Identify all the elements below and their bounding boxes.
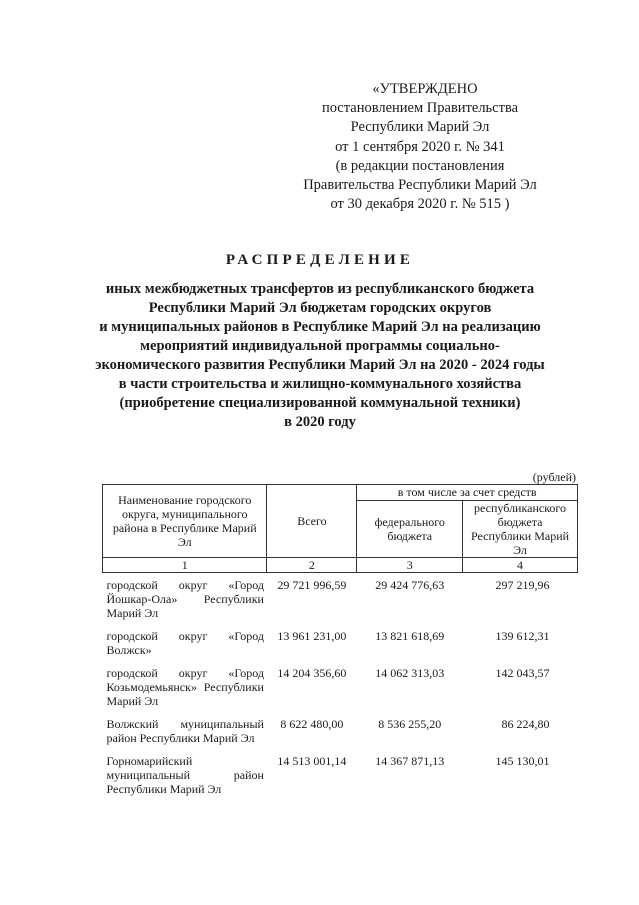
- row-name: Горномарийский муниципальный район Республики Марий Эл: [106, 754, 264, 796]
- row-name: городской округ «Город Йошкар-Ола» Республики Марий Эл: [106, 578, 264, 620]
- header-name: Наименование городского округа, муниципального района в Республике Марий Эл: [103, 485, 267, 558]
- subtitle-line: и муниципальных районов в Республике Марий Эл на реализацию: [99, 319, 541, 335]
- column-number: 4: [463, 558, 578, 573]
- approval-line: Республики Марий Эл: [350, 119, 490, 136]
- row-republic: 86 224,80: [501, 717, 550, 731]
- distribution-table: [102, 484, 578, 800]
- row-total: 13 961 231,00: [277, 629, 347, 643]
- subtitle-line: в 2020 году: [284, 414, 356, 430]
- subtitle-line: Республики Марий Эл бюджетам городских округов: [148, 300, 492, 316]
- row-total: 8 622 480,00: [280, 717, 344, 731]
- row-name: городской округ «Город Козьмодемьянск» Республики Марий Эл: [106, 666, 264, 708]
- table-row: [103, 712, 578, 749]
- table-row: [103, 661, 578, 712]
- approval-line: Правительства Республики Марий Эл: [303, 177, 537, 194]
- approval-line: от 1 сентября 2020 г. № 341: [335, 138, 505, 155]
- header-total: Всего: [267, 485, 357, 558]
- row-republic: 145 130,01: [495, 754, 550, 768]
- row-total: 14 204 356,60: [277, 666, 347, 680]
- approval-block: [300, 80, 540, 214]
- row-name: городской округ «Город Волжск»: [106, 629, 264, 657]
- subtitle-line: иных межбюджетных трансфертов из республиканского бюджета: [105, 281, 535, 297]
- row-republic: 142 043,57: [495, 666, 550, 680]
- row-federal: 13 821 618,69: [375, 629, 445, 643]
- row-republic: 297 219,96: [495, 578, 550, 592]
- approval-line: (в редакции постановления: [335, 157, 505, 174]
- table-row: [103, 624, 578, 661]
- document-subtitle: [60, 280, 580, 432]
- document-heading: РАСПРЕДЕЛЕНИЕ: [225, 252, 415, 268]
- approval-line: от 30 декабря 2020 г. № 515 ): [330, 196, 510, 213]
- subtitle-line: в части строительства и жилищно-коммунального хозяйства: [118, 376, 522, 392]
- row-federal: 8 536 255,20: [378, 717, 442, 731]
- column-number: 1: [103, 558, 267, 573]
- table-row: [103, 573, 578, 625]
- header-republic: республиканского бюджета Республики Марий Эл: [463, 501, 578, 558]
- row-name: Волжский муниципальный район Республики Марий Эл: [106, 717, 264, 745]
- table-row: [103, 749, 578, 800]
- column-number: 2: [267, 558, 357, 573]
- row-total: 14 513 001,14: [277, 754, 347, 768]
- row-total: 29 721 996,59: [277, 578, 347, 592]
- unit-label: (рублей): [532, 470, 576, 484]
- row-federal: 14 367 871,13: [375, 754, 445, 768]
- row-federal: 14 062 313,03: [375, 666, 445, 680]
- column-number: 3: [357, 558, 463, 573]
- row-federal: 29 424 776,63: [375, 578, 445, 592]
- subtitle-line: мероприятий индивидуальной программы социально-: [140, 338, 500, 354]
- subtitle-line: (приобретение специализированной коммунальной техники): [119, 395, 521, 411]
- row-republic: 139 612,31: [495, 629, 550, 643]
- approval-line: «УТВЕРЖДЕНО: [372, 81, 478, 97]
- subtitle-line: экономического развития Республики Марий Эл на 2020 - 2024 годы: [95, 357, 545, 373]
- approval-line: постановлением Правительства: [321, 100, 519, 117]
- header-federal: федерального бюджета: [357, 501, 463, 558]
- header-group: в том числе за счет средств: [357, 485, 578, 501]
